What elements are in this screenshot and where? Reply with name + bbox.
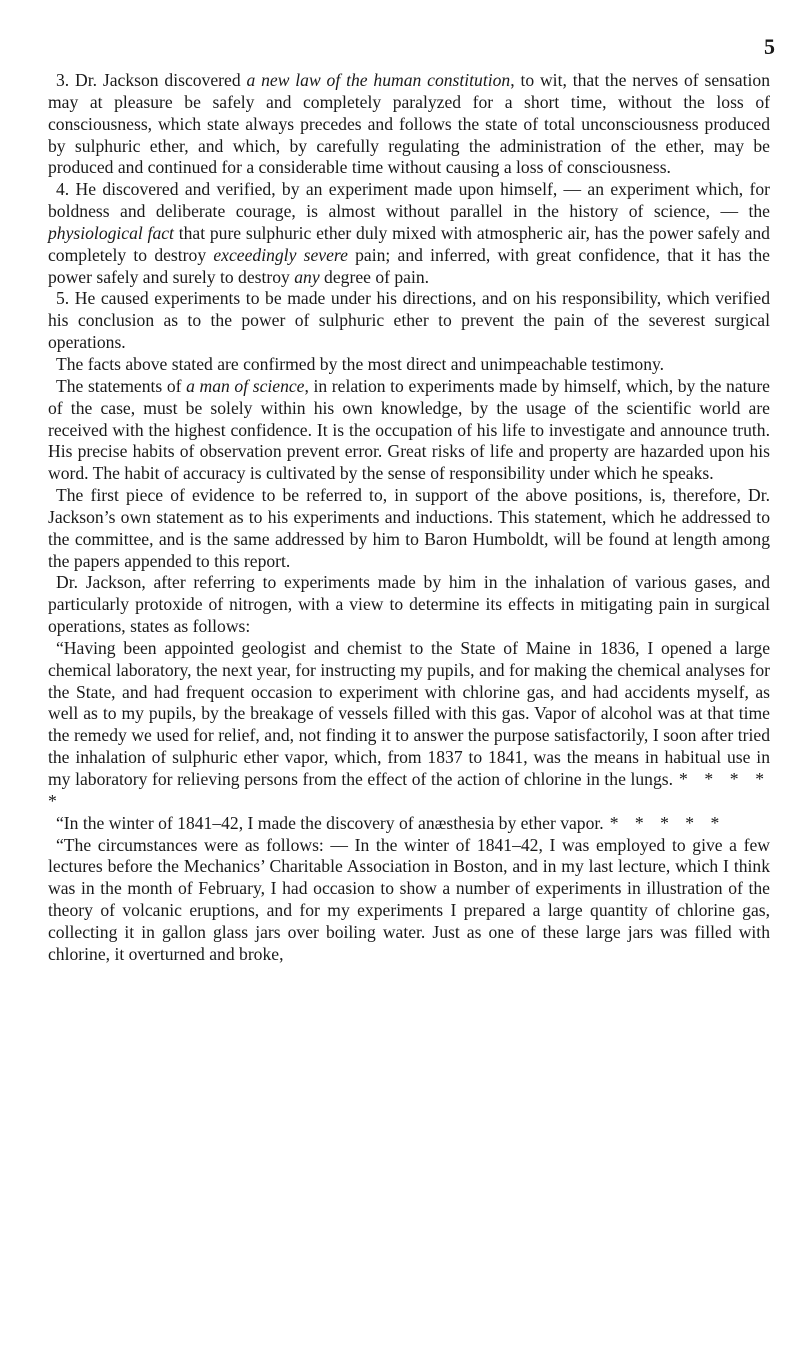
paragraph-jackson-states xyxy=(48,572,770,638)
italic-phrase: physiological fact xyxy=(48,222,174,243)
paragraph-4 xyxy=(48,179,770,288)
italic-phrase: exceedingly severe xyxy=(213,244,348,265)
text-segment: “In the winter of 1841–42, I made the discovery of anæsthesia by ether vapor. xyxy=(56,812,604,833)
text-segment: The first piece of evidence to be referred to, in support of the above positions, is, therefore, Dr. Jackson’s own statement as to his experiments and inductions. This statement, which he addressed to the committee, and is the same addressed by him to Baron Humboldt, will be found at length among the papers appended to this report. xyxy=(48,485,770,571)
text-segment: pain; and inferred, with great confidence, that it has the power safely and surely to destroy xyxy=(48,244,770,287)
text-segment: that pure sulphuric ether duly mixed with atmospheric air, has the power safely and completely to destroy xyxy=(48,222,770,265)
text-segment: degree of pain. xyxy=(319,266,430,287)
text-segment: , to wit, that the nerves of sensation may at pleasure be safely and completely paralyzed for a short time, without the loss of consciousness, which state always precedes and follows the state of total unconsciousness produced by sulphuric ether, and which, by carefully regulating the administration of the ether, may be produced and continued for a considerable time without causing a loss of consciousness. xyxy=(48,70,770,178)
text-segment: “Having been appointed geologist and chemist to the State of Maine in 1836, I opened a large chemical laboratory, the next year, for instructing my pupils, and for making the chemical analyses for the State, and had frequent occasion to experiment with chlorine gas, and had accidents myself, as well as to my pupils, by the breakage of vessels filled with this gas. Vapor of alcohol was at that time the remedy we used for relief, and, not finding it to answer the purpose satisfactorily, I soon after tried the inhalation of sulphuric ether vapor, which, from 1837 to 1841, was the means in habitual use in my laboratory for relieving persons from the effect of the action of chlorine in the lungs. xyxy=(48,637,770,789)
text-segment: 5. He caused experiments to be made under his directions, and on his responsibility, which verified his conclusion as to the power of sulphuric ether to prevent the pain of the severest surgical operations. xyxy=(48,288,770,353)
text-segment: “The circumstances were as follows: — In the winter of 1841–42, I was employed to give a few lectures before the Mechanics’ Charitable Association in Boston, and in my last lecture, which I think was in the month of February, I had occasion to show a number of experiments in illustration of the theory of volcanic eruptions, and for my experiments I prepared a large quantity of chlorine gas, collecting it in gallon glass jars over boiling water. Just as one of these large jars was filled with chlorine, it overturned and broke, xyxy=(48,834,770,964)
page-number: 5 xyxy=(764,34,775,59)
body-text xyxy=(48,70,770,966)
text-segment: Dr. Jackson, after referring to experiments made by him in the inhalation of various gases, and particularly protoxide of nitrogen, with a view to determine its effects in mitigating pain in surgical operations, states as follows: xyxy=(48,572,770,637)
quote-paragraph-1841 xyxy=(48,813,770,835)
quote-paragraph-1836 xyxy=(48,638,770,813)
ellipsis-stars: * * * * * xyxy=(609,812,726,833)
quote-paragraph-circumstances xyxy=(48,835,770,966)
text-segment: The statements of xyxy=(56,375,187,396)
paragraph-5 xyxy=(48,288,770,354)
text-segment: , in relation to experiments made by himself, which, by the nature of the case, must be solely within his own knowledge, by the usage of the scientific world are received with the highest confidence. It is the occupation of his life to investigate and announce truth. His precise habits of observation prevent error. Great risks of life and property are hazarded upon his word. The habit of accuracy is cultivated by the sense of responsibility under which he speaks. xyxy=(48,375,770,484)
ellipsis-stars: * * * * * xyxy=(48,769,770,811)
paragraph-3 xyxy=(48,70,770,179)
paragraph-statements xyxy=(48,376,770,485)
italic-phrase: a man of science xyxy=(186,375,305,396)
paragraph-facts xyxy=(48,354,770,376)
text-segment: 4. He discovered and verified, by an experiment made upon himself, — an experiment which, for boldness and deliberate courage, is almost without parallel in the history of science, — the xyxy=(48,179,770,222)
text-segment: The facts above stated are confirmed by the most direct and unimpeachable testimony. xyxy=(56,353,665,374)
paragraph-first-evidence xyxy=(48,485,770,572)
text-segment: 3. Dr. Jackson discovered xyxy=(56,70,247,90)
italic-phrase: any xyxy=(294,266,320,287)
italic-phrase: a new law of the human constitution xyxy=(246,70,511,90)
